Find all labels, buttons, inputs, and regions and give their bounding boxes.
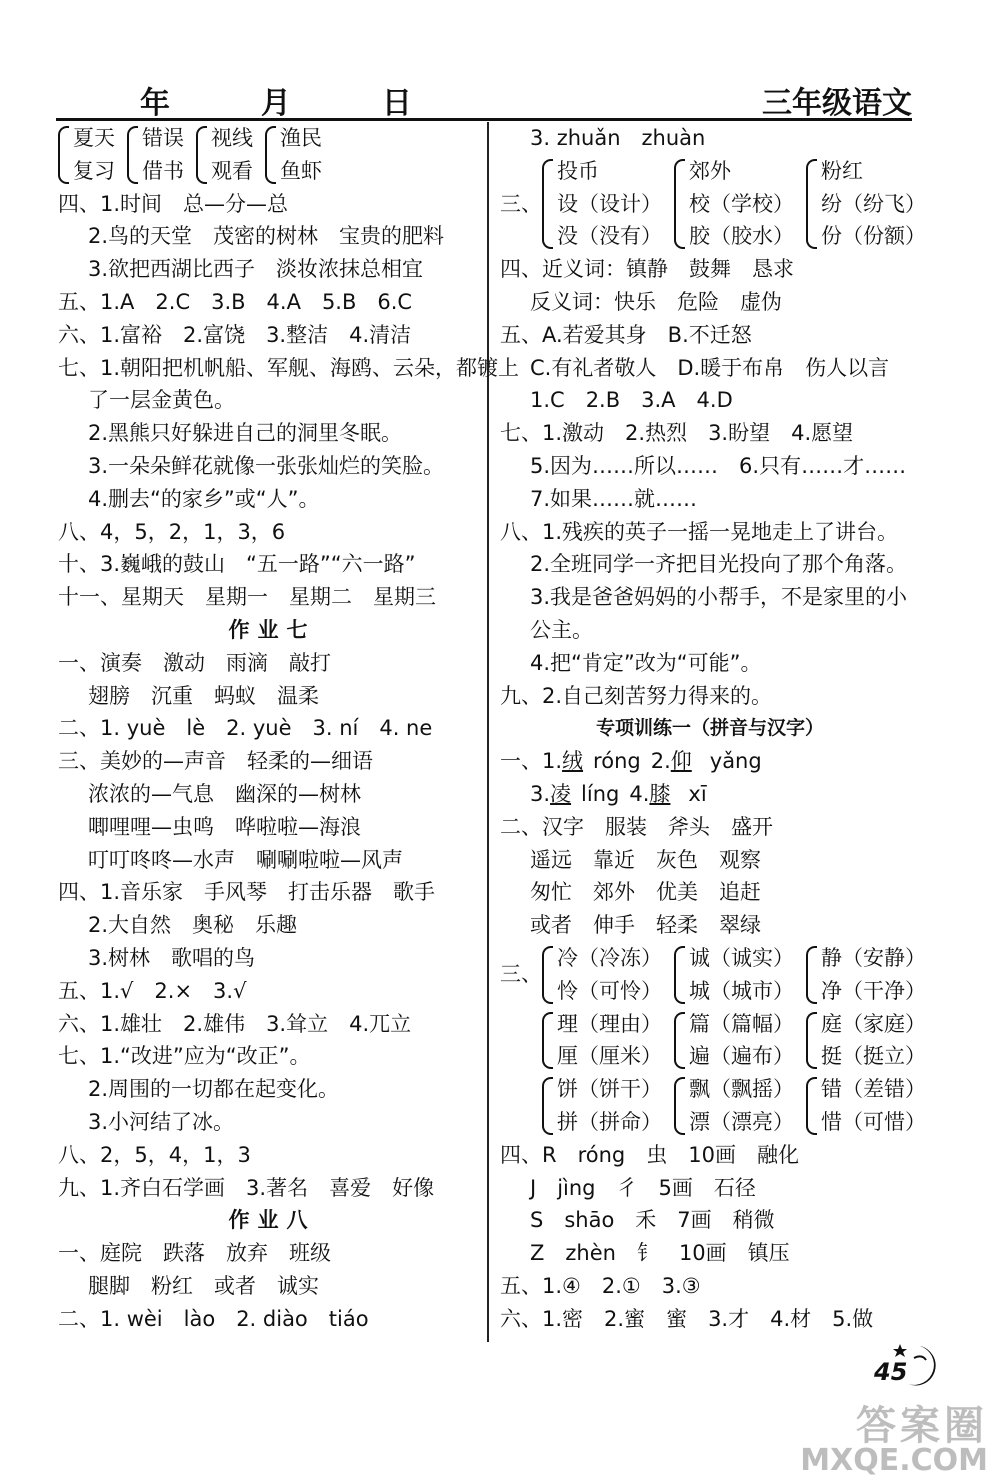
brace-icon [674, 1012, 685, 1070]
answer-word: 鱼虾 [280, 158, 322, 183]
brace-group [674, 942, 794, 1008]
answer-word: 庭（家庭） [821, 1011, 926, 1036]
answer-line: 五、1.√ 2.× 3.√ [58, 978, 247, 1003]
underlined-char: 凌 [550, 781, 572, 806]
answer-line: 1.C 2.B 3.A 4.D [530, 388, 733, 413]
answer-line: 七、1.朝阳把机帆船、军舰、海鸥、云朵，都镀上 [58, 355, 520, 380]
page-number-badge [870, 1340, 940, 1390]
answer-word: 诚（诚实） [689, 945, 794, 970]
brace-group [806, 1073, 926, 1139]
pinyin: róng [593, 749, 641, 774]
answer-line: 4.把“肯定”改为“可能”。 [530, 650, 762, 675]
brace-group [674, 1073, 794, 1139]
brace-group [806, 942, 926, 1008]
answer-line: 四、1.时间 总—分—总 [58, 191, 289, 216]
date-year-label: 年 [140, 86, 170, 121]
answer-line: 3.我是爸爸妈妈的小帮手，不是家里的小 [530, 585, 908, 610]
underlined-char: 膝 [649, 781, 671, 806]
answer-line: 六、1.富裕 2.富饶 3.整洁 4.清洁 [58, 322, 412, 347]
section-heading: 作业八 [228, 1208, 316, 1233]
brace-group [806, 1008, 926, 1074]
answer-line: 二、1. yuè lè 2. yuè 3. ní 4. ne [58, 716, 433, 741]
answer-line: 五、A.若爱其身 B.不迁怒 [500, 322, 752, 347]
answer-word: 郊外 [689, 158, 731, 183]
brace-answer-block [58, 122, 478, 188]
brace-group [674, 155, 794, 253]
answer-word: 胶（胶水） [689, 224, 794, 249]
answer-word: 设（设计） [557, 191, 662, 216]
brace-group [806, 155, 926, 253]
pinyin: líng [581, 781, 620, 806]
answer-line: 三、美妙的—声音 轻柔的—细语 [58, 749, 373, 774]
answer-line: 5.因为……所以…… 6.只有……才…… [530, 453, 907, 478]
brace-icon [542, 159, 553, 249]
answer-word: 视线 [211, 126, 253, 150]
answer-word: 纷（纷飞） [821, 191, 926, 216]
question-number: 4. [629, 781, 650, 806]
answer-word: 没（没有） [557, 224, 662, 249]
answer-line: 四、1.音乐家 手风琴 打击乐器 歌手 [58, 880, 436, 905]
brace-icon [806, 1012, 817, 1070]
answer-word: 惜（可惜） [821, 1109, 926, 1134]
brace-group [542, 1008, 662, 1074]
pinyin: xī [688, 781, 707, 806]
answer-word: 份（份额） [821, 224, 926, 249]
answer-line: 反义词：快乐 危险 虚伪 [530, 289, 782, 314]
answer-line: 七、1.“改进”应为“改正”。 [58, 1044, 311, 1069]
answer-line: 十一、星期天 星期一 星期二 星期三 [58, 585, 436, 610]
answer-line: 一、庭院 跌落 放弃 班级 [58, 1241, 331, 1266]
pinyin: yǎng [709, 749, 762, 774]
answer-word: 冷（冷冻） [557, 945, 662, 970]
answer-line: 匆忙 郊外 优美 追赶 [530, 880, 761, 905]
brace-group [542, 942, 662, 1008]
answer-line: 3.一朵朵鲜花就像一张张灿烂的笑脸。 [88, 453, 445, 478]
answer-word: 粉红 [821, 158, 863, 183]
date-line [140, 78, 412, 122]
answer-word: 复习 [73, 158, 115, 183]
watermark [800, 1403, 988, 1478]
underlined-char: 仰 [670, 749, 692, 774]
brace-icon [806, 946, 817, 1004]
answer-line: 四、近义词：镇静 鼓舞 恳求 [500, 257, 794, 282]
answer-word: 观看 [211, 158, 253, 183]
answer-line: S shāo 禾 7画 稍微 [530, 1208, 775, 1233]
answer-word: 饼（饼干） [557, 1077, 662, 1102]
brace-icon [674, 1077, 685, 1135]
question-number: 3. [530, 781, 551, 806]
answer-line: 腿脚 粉红 或者 诚实 [88, 1273, 319, 1298]
answer-line: 八、2，5，4，1，3 [58, 1142, 251, 1167]
brace-icon [265, 126, 276, 184]
answer-line: 2.大自然 奥秘 乐趣 [88, 913, 298, 938]
brace-icon [58, 126, 69, 184]
page-title: 三年级语文 [762, 86, 912, 121]
answer-line: 九、1.齐白石学画 3.著名 喜爱 好像 [58, 1175, 435, 1200]
brace-group [127, 122, 184, 188]
right-column [500, 122, 926, 1335]
answer-line: 二、1. wèi lào 2. diào tiáo [58, 1306, 369, 1331]
answer-line: 7.如果……就…… [530, 486, 698, 511]
date-day-label: 日 [381, 86, 412, 121]
answer-word: 怜（可怜） [557, 978, 662, 1003]
brace-icon [196, 126, 207, 184]
brace-icon [542, 946, 553, 1004]
answer-line: 2.黑熊只好躲进自己的洞里冬眠。 [88, 421, 403, 446]
answer-line: 4.删去“的家乡”或“人”。 [88, 486, 320, 511]
answer-line: Z zhèn 钅 10画 镇压 [530, 1241, 790, 1266]
answer-line: 叮叮咚咚—水声 唰唰啦啦—风声 [88, 847, 403, 872]
answer-line: 二、汉字 服装 斧头 盛开 [500, 814, 773, 839]
answer-line: 七、1.激动 2.热烈 3.盼望 4.愿望 [500, 421, 854, 446]
answer-word: 理（理由） [557, 1011, 662, 1036]
section-heading: 作业七 [228, 617, 316, 642]
answer-line: J jìng 彳 5画 石径 [530, 1175, 756, 1200]
answer-line: 遥远 靠近 灰色 观察 [530, 847, 761, 872]
answer-word: 篇（篇幅） [689, 1011, 794, 1036]
brace-icon [806, 159, 817, 249]
answer-line: 公主。 [530, 617, 593, 642]
answer-line: 3.小河结了冰。 [88, 1109, 235, 1134]
answer-line: 或者 伸手 轻柔 翠绿 [530, 913, 761, 938]
left-column [58, 122, 520, 1335]
answer-line: 五、1.④ 2.① 3.③ [500, 1273, 701, 1298]
answer-word: 漂（漂亮） [689, 1109, 794, 1134]
brace-group [674, 1008, 794, 1074]
answer-line: 3.欲把西湖比西子 淡妆浓抹总相宜 [88, 257, 424, 282]
answer-word: 夏天 [73, 126, 115, 150]
answer-line [500, 745, 920, 778]
question-number: 2. [650, 749, 671, 774]
brace-group [58, 122, 115, 188]
brace-icon [127, 126, 138, 184]
answer-line: 翅膀 沉重 蚂蚁 温柔 [88, 683, 319, 708]
answer-word: 厘（厘米） [557, 1044, 662, 1069]
answer-word: 借书 [142, 158, 184, 183]
answer-line [500, 778, 920, 811]
answer-line: 3.树林 歌唱的鸟 [88, 945, 256, 970]
answer-word: 挺（挺立） [821, 1044, 926, 1069]
column-divider [487, 122, 489, 1342]
answer-line: 四、R róng 虫 10画 融化 [500, 1142, 799, 1167]
brace-icon [542, 1012, 553, 1070]
answer-line: 浓浓的—气息 幽深的—树林 [88, 781, 361, 806]
question-number: 三、 [500, 961, 542, 986]
question-number: 一、1. [500, 749, 563, 774]
answer-word: 城（城市） [689, 978, 794, 1003]
brace-answer-block [500, 942, 926, 1139]
brace-icon [674, 159, 685, 249]
watermark-title: 答案圈 [856, 1403, 988, 1449]
page-number: 45 [874, 1358, 908, 1386]
brace-group [196, 122, 253, 188]
answer-word: 拼（拼命） [557, 1109, 662, 1134]
brace-group [542, 1073, 662, 1139]
section-heading: 专项训练一（拼音与汉字） [595, 717, 824, 740]
underlined-char: 绒 [562, 749, 584, 774]
brace-answer-block [500, 155, 926, 253]
watermark-url: MXQE.COM [800, 1443, 988, 1478]
answer-word: 遍（遍布） [689, 1044, 794, 1069]
answer-word: 投币 [557, 158, 599, 183]
answer-word: 校（学校） [689, 191, 794, 216]
answer-line: 八、4，5，2，1，3，6 [58, 519, 286, 544]
brace-icon [806, 1077, 817, 1135]
answer-line: 八、1.残疾的英子一摇一晃地走上了讲台。 [500, 519, 899, 544]
answer-line: 唧哩哩—虫鸣 哗啦啦—海浪 [88, 814, 361, 839]
brace-icon [674, 946, 685, 1004]
answer-line: 十、3.巍峨的鼓山 “五一路”“六一路” [58, 552, 416, 577]
answer-line: C.有礼者敬人 D.暖于布帛 伤人以言 [530, 355, 890, 380]
answer-line: 2.鸟的天堂 茂密的树林 宝贵的肥料 [88, 224, 445, 249]
answer-line: 九、2.自己刻苦努力得来的。 [500, 683, 773, 708]
answer-word: 错误 [142, 126, 184, 150]
answer-line: 五、1.A 2.C 3.B 4.A 5.B 6.C [58, 289, 413, 314]
brace-group [542, 155, 662, 253]
answer-word: 错（差错） [821, 1077, 926, 1102]
answer-line: 六、1.雄壮 2.雄伟 3.耸立 4.兀立 [58, 1011, 412, 1036]
brace-group [265, 122, 322, 188]
brace-icon [542, 1077, 553, 1135]
answer-word: 净（干净） [821, 978, 926, 1003]
answer-line: 六、1.密 2.蜜 蜜 3.才 4.材 5.做 [500, 1306, 874, 1331]
answer-word: 静（安静） [821, 945, 926, 970]
answer-line: 2.周围的一切都在起变化。 [88, 1077, 340, 1102]
answer-line: 一、演奏 激动 雨滴 敲打 [58, 650, 331, 675]
answer-line: 2.全班同学一齐把目光投向了那个角落。 [530, 552, 908, 577]
header-divider [56, 118, 912, 121]
question-number: 三、 [500, 191, 542, 216]
answer-word: 渔民 [280, 126, 322, 150]
answer-word: 飘（飘摇） [689, 1077, 794, 1102]
date-month-label: 月 [260, 86, 291, 121]
answer-line: 了一层金黄色。 [88, 388, 235, 413]
answer-line: 3. zhuǎn zhuàn [530, 126, 706, 150]
